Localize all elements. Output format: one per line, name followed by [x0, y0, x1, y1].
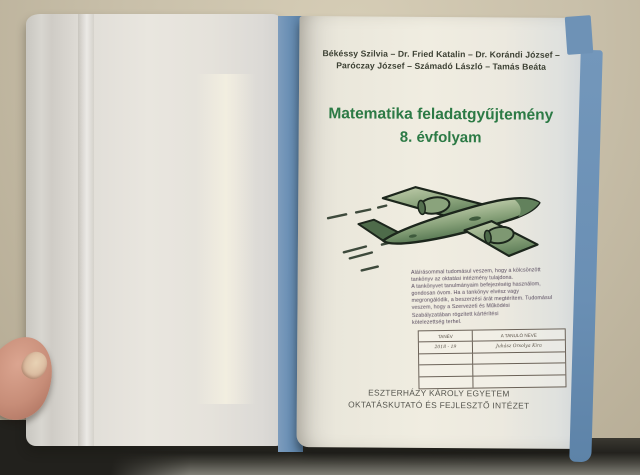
- loan-table-header-name: A TANULÓ NEVE: [473, 329, 565, 342]
- stamp-line: gondosan óvom. Ha a tankönyv elvész vagy: [411, 288, 520, 298]
- book-cover-blue-corner: [565, 15, 594, 55]
- cell-year: [419, 376, 473, 388]
- authors-block: [299, 47, 583, 73]
- stamp-line: kötelezettség terhel.: [411, 318, 462, 326]
- thumb-nail: [17, 347, 52, 383]
- institution-block: [297, 387, 581, 412]
- loan-table: [418, 328, 567, 389]
- book-title: Matematika feladatgyűjtemény: [328, 105, 554, 124]
- stamp-line: veszem, hogy a Szervezeti és Működési: [411, 303, 510, 312]
- cell-name: [473, 375, 565, 388]
- library-stamp: [411, 267, 565, 330]
- title-page: [296, 16, 583, 449]
- stamp-line: tankönyv az oktatási intézmény tulajdona.: [411, 274, 514, 284]
- airplane-svg: [326, 172, 559, 280]
- authors-line-1: Békéssy Szilvia – Dr. Fried Katalin – Dr. Korándi József –: [322, 48, 560, 60]
- stamp-line: Aláírásommal tudomásul veszem, hogy a kölcsönzött: [410, 267, 541, 276]
- cell-year: [419, 365, 473, 377]
- cover-crease: [78, 14, 94, 446]
- institution-line-2: OKTATÁSKUTATÓ ÉS FEJLESZTŐ INTÉZET: [348, 398, 530, 411]
- stamp-line: Szabályzatában rögzített kártérítési: [411, 310, 499, 319]
- title-block: [299, 104, 583, 152]
- cell-name: Juhász Orsolya Kira: [473, 341, 565, 354]
- cell-year: [419, 353, 473, 365]
- cover-sheen: [196, 74, 256, 404]
- institution-line-1: ESZTERHÁZY KÁROLY EGYETEM: [368, 387, 510, 399]
- authors-line-2: Paróczay József – Számadó László – Tamás Beáta: [336, 60, 547, 72]
- loan-table-header-year: TANÉV: [419, 331, 473, 343]
- airplane-illustration: [326, 172, 559, 280]
- stamp-line: megrongálódik, a beszerzési árát megtérítem. Tudomásul: [411, 295, 553, 305]
- cell-year: 2018 - 19: [419, 342, 473, 354]
- stamp-line: A tankönyvet tanulmányaim befejezéséig használom,: [411, 281, 541, 291]
- book-subtitle: 8. évfolyam: [399, 128, 482, 147]
- book-left-cover: [26, 14, 282, 446]
